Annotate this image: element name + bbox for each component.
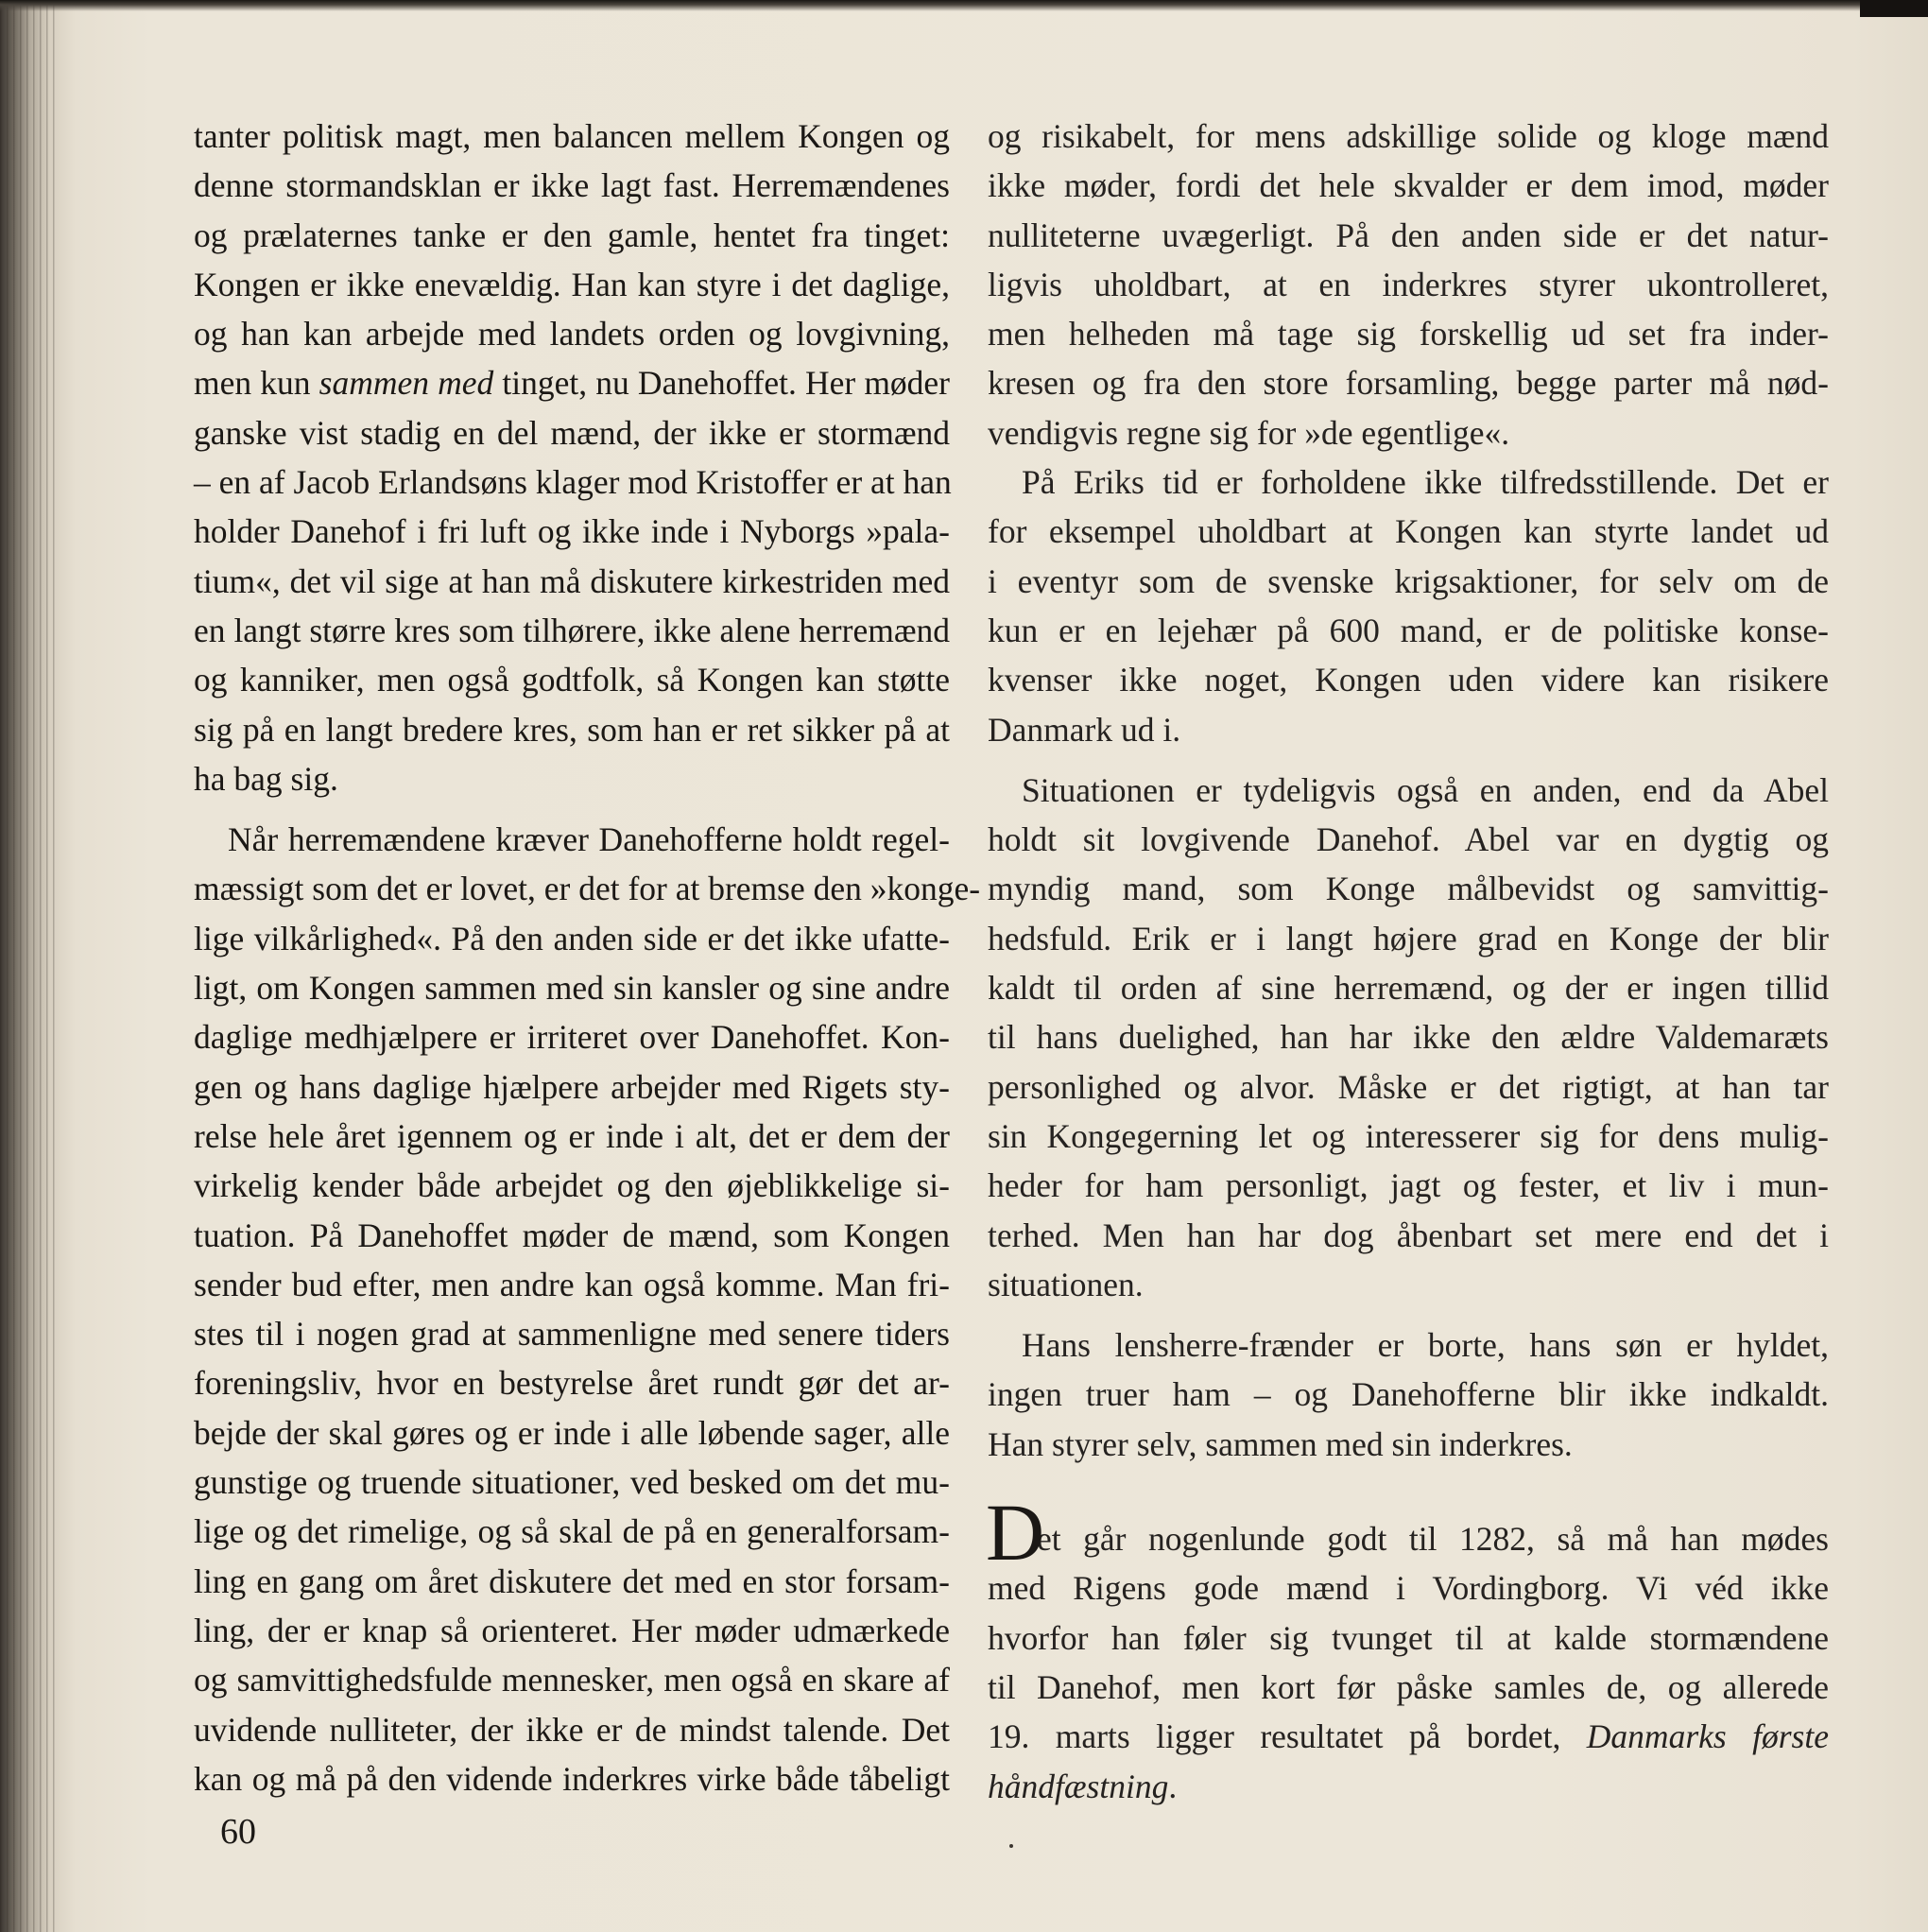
drop-cap: D	[986, 1487, 1045, 1578]
text-line-start: 19. marts ligger resultatet på bordet,	[988, 1717, 1587, 1756]
text-line: med Rigens gode mænd i Vordingborg. Vi véd ikke	[988, 1569, 1829, 1608]
text-line: men helheden må tage sig forskellig ud set fra inder-	[988, 315, 1829, 354]
text-line: og prælaternes tanke er den gamle, hentet fra tinget:	[194, 216, 950, 254]
text-line: og han kan arbejde med landets orden og lovgivning,	[194, 315, 950, 354]
text-line: heder for ham personligt, jagt og fester, et liv i mun-	[988, 1166, 1829, 1205]
text-line: kresen og fra den store forsamling, begge parter må nød-	[988, 364, 1829, 403]
text-line: kvenser ikke noget, Kongen uden videre kan risikere	[988, 661, 1829, 699]
text-line: uvidende nulliteter, der ikke er de mindst talende. Det	[194, 1710, 950, 1749]
text-line: ganske vist stadig en del mænd, der ikke er stormænd	[194, 413, 950, 452]
right-text-column	[988, 112, 1829, 1811]
text-line: ling, der er knap så orienteret. Her møder udmærkede	[194, 1611, 950, 1649]
text-line: holder Danehof i fri luft og ikke inde i Nyborgs »pala-	[194, 512, 950, 551]
text-line: hvorfor han føler sig tvunget til at kalde stormændene	[988, 1618, 1829, 1657]
text-line-start: men kun	[194, 364, 319, 403]
text-line: lige vilkårlighed«. På den anden side er det ikke ufatte-	[194, 919, 950, 957]
text-line: nulliteterne uvægerligt. På den anden side er det natur-	[988, 216, 1829, 254]
text-line: Kongen er ikke enevældig. Han kan styre i det daglige,	[194, 265, 950, 303]
text-line: lige og det rimelige, og så skal de på en generalforsam-	[194, 1512, 950, 1551]
text-line: og kanniker, men også godtfolk, så Kongen kan støtte	[194, 661, 950, 699]
text-line	[988, 1762, 1829, 1811]
text-line	[988, 1712, 1829, 1761]
text-line: Han styrer selv, sammen med sin inderkres.	[988, 1424, 1573, 1463]
text-line-end: tinget, nu Danehoffet. Her møder	[493, 364, 951, 403]
text-line: holdt sit lovgivende Danehof. Abel var en dygtig og	[988, 820, 1829, 859]
text-line: ligt, om Kongen sammen med sin kansler og sine andre	[194, 969, 950, 1008]
text-line: stes til i nogen grad at sammenligne med senere tiders	[194, 1315, 950, 1354]
text-line: og samvittighedsfulde mennesker, men også en skare af	[194, 1661, 950, 1699]
text-line: På Eriks tid er forholdene ikke tilfredsstillende. Det er	[1022, 463, 1829, 502]
italic-phrase: sammen med	[318, 364, 494, 403]
text-line: til hans duelighed, han har ikke den ældre Valdemaræts	[988, 1018, 1829, 1057]
paper-speck	[1009, 1844, 1013, 1848]
text-line: til Danehof, men kort før påske samles de, og allerede	[988, 1667, 1829, 1706]
left-text-column	[194, 112, 981, 1803]
text-line: foreningsliv, hvor en bestyrelse året rundt gør det ar-	[194, 1364, 950, 1403]
text-line: hedsfuld. Erik er i langt højere grad en Konge der blir	[988, 919, 1829, 957]
text-line: sender bud efter, men andre kan også komme. Man fri-	[194, 1265, 950, 1303]
final-paragraph	[986, 1487, 1829, 1811]
text-line: – en af Jacob Erlandsøns klager mod Kristoffer er at han	[194, 463, 952, 502]
book-spine-edge	[0, 0, 57, 1932]
top-right-shadow	[1860, 0, 1928, 17]
text-line: og risikabelt, for mens adskillige solide og kloge mænd	[988, 117, 1829, 155]
text-line: ha bag sig.	[194, 759, 338, 798]
text-line: situationen.	[988, 1265, 1144, 1303]
text-line: en langt større kres som tilhørere, ikke alene herremænd	[194, 611, 950, 649]
text-line: ikke møder, fordi det hele skvalder er dem imod, møder	[988, 166, 1829, 205]
text-line: tium«, det vil sige at han må diskutere kirkestriden med	[194, 561, 950, 600]
text-line: denne stormandsklan er ikke lagt fast. Herremændenes	[194, 166, 950, 205]
page-number: 60	[220, 1812, 256, 1852]
text-line: Hans lensherre-frænder er borte, hans søn er hyldet,	[1022, 1326, 1829, 1365]
text-line: bejde der skal gøres og er inde i alle løbende sager, alle	[194, 1413, 950, 1452]
text-line: sin Kongegerning let og interesserer sig for dens mulig-	[988, 1116, 1829, 1155]
text-line: for eksempel uholdbart at Kongen kan styrte landet ud	[988, 512, 1829, 551]
text-line: Danmark ud i.	[988, 710, 1181, 749]
text-line: D et går nogenlunde godt til 1282, så må han mødes	[986, 1487, 1829, 1578]
text-line: terhed. Men han har dog åbenbart set mere end det i	[988, 1216, 1829, 1254]
text-line: kan og må på den vidende inderkres virke både tåbeligt	[194, 1759, 950, 1798]
text-line: ligvis uholdbart, at en inderkres styrer ukontrolleret,	[988, 265, 1829, 303]
text-line-end: .	[1168, 1767, 1178, 1805]
text-line: tanter politisk magt, men balancen mellem Kongen og	[194, 117, 950, 155]
text-line: Situationen er tydeligvis også en anden, end da Abel	[1022, 770, 1829, 809]
text-line: relse hele året igennem og er inde i alt, det er dem der	[194, 1116, 950, 1155]
text-line: tuation. På Danehoffet møder de mænd, som Kongen	[194, 1216, 950, 1254]
text-line: gunstige og truende situationer, ved besked om det mu-	[194, 1463, 950, 1502]
text-line: gen og hans daglige hjælpere arbejder med Rigets sty-	[194, 1067, 950, 1106]
italic-phrase: Danmarks første	[1586, 1717, 1829, 1756]
text-line: kaldt til orden af sine herremænd, og der er ingen tillid	[988, 969, 1829, 1008]
text-line: ingen truer ham – og Danehofferne blir ikke indkaldt.	[988, 1375, 1829, 1414]
text-line: kun er en lejehær på 600 mand, er de politiske konse-	[988, 611, 1829, 649]
text-line: daglige medhjælpere er irriteret over Danehoffet. Kon-	[194, 1018, 950, 1057]
text-line: mæssigt som det er lovet, er det for at bremse den »konge-	[194, 870, 981, 908]
text-line: myndig mand, som Konge målbevidst og samvittig-	[988, 870, 1829, 908]
text-line: Når herremændene kræver Danehofferne holdt regel-	[228, 820, 950, 859]
text-line: sig på en langt bredere kres, som han er ret sikker på at	[194, 710, 950, 749]
text-line: i eventyr som de svenske krigsaktioner, for selv om de	[988, 561, 1829, 600]
italic-phrase: håndfæstning	[988, 1767, 1169, 1805]
text-line: ling en gang om året diskutere det med en stor forsam-	[194, 1561, 950, 1600]
text-line: virkelig kender både arbejdet og den øjeblikkelige si-	[194, 1166, 950, 1205]
text-line	[194, 358, 950, 407]
right-column-lines	[988, 112, 1829, 1469]
text-line: vendigvis regne sig for »de egentlige«.	[988, 413, 1510, 452]
text-line: personlighed og alvor. Måske er det rigtigt, at han tar	[988, 1067, 1829, 1106]
top-shadow	[0, 0, 1928, 11]
